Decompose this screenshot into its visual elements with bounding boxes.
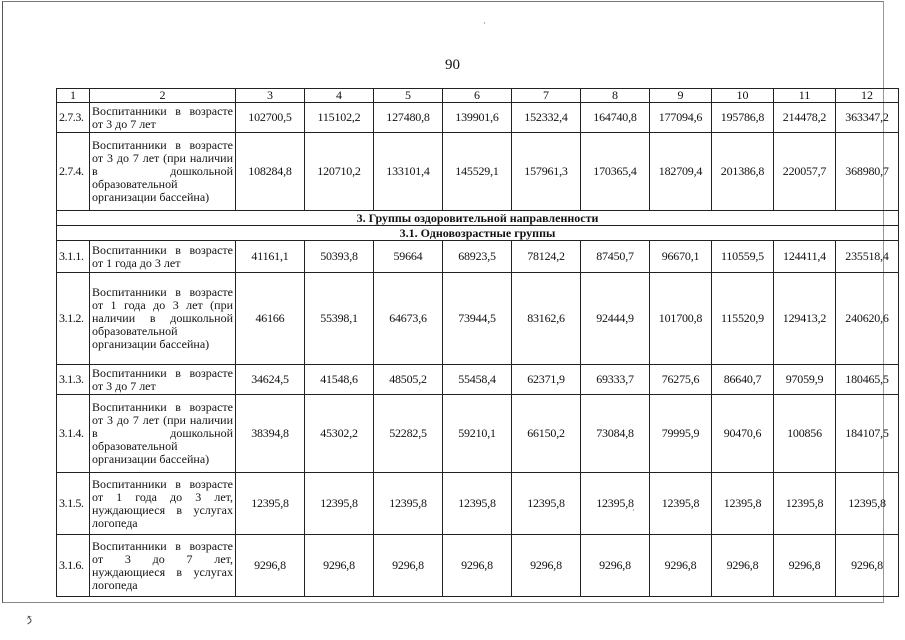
value-cell: 9296,8 bbox=[374, 535, 443, 597]
value-cell: 102700,5 bbox=[236, 103, 305, 133]
value-cell: 214478,2 bbox=[774, 103, 836, 133]
value-cell: 9296,8 bbox=[512, 535, 581, 597]
value-cell: 66150,2 bbox=[512, 395, 581, 473]
row-description: Воспитанники в возрасте от 1 года до 3 лет (при наличии в дошкольной образовательной организации бассейна) bbox=[90, 273, 236, 365]
value-cell: 177094,6 bbox=[650, 103, 712, 133]
value-cell: 45302,2 bbox=[305, 395, 374, 473]
value-cell: 108284,8 bbox=[236, 133, 305, 211]
section-row bbox=[57, 226, 899, 241]
value-cell: 62371,9 bbox=[512, 365, 581, 395]
value-cell: 46166 bbox=[236, 273, 305, 365]
header-cell: 3 bbox=[236, 89, 305, 103]
value-cell: 182709,4 bbox=[650, 133, 712, 211]
row-code: 3.1.4. bbox=[57, 395, 90, 473]
value-cell: 73084,8 bbox=[581, 395, 650, 473]
value-cell: 55398,1 bbox=[305, 273, 374, 365]
row-code: 2.7.4. bbox=[57, 133, 90, 211]
value-cell: 180465,5 bbox=[836, 365, 899, 395]
value-cell: 12395,8 bbox=[374, 473, 443, 535]
header-cell: 12 bbox=[836, 89, 899, 103]
value-cell: 170365,4 bbox=[581, 133, 650, 211]
row-code: 3.1.6. bbox=[57, 535, 90, 597]
row-description: Воспитанники в возрасте от 3 до 7 лет (при наличии в дошкольной образовательной организации бассейна) bbox=[90, 133, 236, 211]
table-row bbox=[57, 535, 899, 597]
value-cell: 164740,8 bbox=[581, 103, 650, 133]
value-cell: 68923,5 bbox=[443, 241, 512, 273]
value-cell: 78124,2 bbox=[512, 241, 581, 273]
header-row bbox=[57, 89, 899, 103]
value-cell: 34624,5 bbox=[236, 365, 305, 395]
value-cell: 9296,8 bbox=[836, 535, 899, 597]
value-cell: 52282,5 bbox=[374, 395, 443, 473]
value-cell: 90470,6 bbox=[712, 395, 774, 473]
value-cell: 96670,1 bbox=[650, 241, 712, 273]
header-cell: 9 bbox=[650, 89, 712, 103]
value-cell: 38394,8 bbox=[236, 395, 305, 473]
value-cell: 41161,1 bbox=[236, 241, 305, 273]
value-cell: 12395,8 bbox=[650, 473, 712, 535]
row-code: 3.1.3. bbox=[57, 365, 90, 395]
table-row bbox=[57, 133, 899, 211]
row-code: 3.1.2. bbox=[57, 273, 90, 365]
value-cell: 76275,6 bbox=[650, 365, 712, 395]
value-cell: 92444,9 bbox=[581, 273, 650, 365]
table-row bbox=[57, 103, 899, 133]
value-cell: 12395,8 bbox=[236, 473, 305, 535]
value-cell: 97059,9 bbox=[774, 365, 836, 395]
scan-dot: · bbox=[632, 505, 635, 515]
value-cell: 133101,4 bbox=[374, 133, 443, 211]
header-cell: 6 bbox=[443, 89, 512, 103]
row-description: Воспитанники в возрасте от 3 до 7 лет (при наличии в дошкольной образовательной организации бассейна) bbox=[90, 395, 236, 473]
value-cell: 110559,5 bbox=[712, 241, 774, 273]
header-cell: 11 bbox=[774, 89, 836, 103]
value-cell: 86640,7 bbox=[712, 365, 774, 395]
table-row bbox=[57, 473, 899, 535]
value-cell: 115102,2 bbox=[305, 103, 374, 133]
value-cell: 12395,8 bbox=[581, 473, 650, 535]
header-cell: 2 bbox=[90, 89, 236, 103]
table-row bbox=[57, 241, 899, 273]
value-cell: 100856 bbox=[774, 395, 836, 473]
row-description: Воспитанники в возрасте от 1 года до 3 лет bbox=[90, 241, 236, 273]
scan-dot: · bbox=[483, 18, 486, 28]
header-cell: 5 bbox=[374, 89, 443, 103]
value-cell: 9296,8 bbox=[650, 535, 712, 597]
value-cell: 129413,2 bbox=[774, 273, 836, 365]
header-cell: 4 bbox=[305, 89, 374, 103]
value-cell: 368980,7 bbox=[836, 133, 899, 211]
value-cell: 184107,5 bbox=[836, 395, 899, 473]
row-code: 2.7.3. bbox=[57, 103, 90, 133]
section-row bbox=[57, 211, 899, 226]
value-cell: 59664 bbox=[374, 241, 443, 273]
value-cell: 101700,8 bbox=[650, 273, 712, 365]
value-cell: 240620,6 bbox=[836, 273, 899, 365]
value-cell: 41548,6 bbox=[305, 365, 374, 395]
value-cell: 139901,6 bbox=[443, 103, 512, 133]
tariff-table bbox=[56, 88, 899, 597]
value-cell: 235518,4 bbox=[836, 241, 899, 273]
value-cell: 9296,8 bbox=[443, 535, 512, 597]
row-code: 3.1.5. bbox=[57, 473, 90, 535]
value-cell: 73944,5 bbox=[443, 273, 512, 365]
value-cell: 201386,8 bbox=[712, 133, 774, 211]
value-cell: 195786,8 bbox=[712, 103, 774, 133]
row-description: Воспитанники в возрасте от 3 до 7 лет bbox=[90, 103, 236, 133]
value-cell: 64673,6 bbox=[374, 273, 443, 365]
value-cell: 48505,2 bbox=[374, 365, 443, 395]
table-row bbox=[57, 273, 899, 365]
value-cell: 12395,8 bbox=[836, 473, 899, 535]
value-cell: 363347,2 bbox=[836, 103, 899, 133]
value-cell: 145529,1 bbox=[443, 133, 512, 211]
value-cell: 157961,3 bbox=[512, 133, 581, 211]
row-description: Воспитанники в возрасте от 1 года до 3 лет, нуждающиеся в услугах логопеда bbox=[90, 473, 236, 535]
header-cell: 1 bbox=[57, 89, 90, 103]
row-description: Воспитанники в возрасте от 3 до 7 лет, нуждающиеся в услугах логопеда bbox=[90, 535, 236, 597]
header-cell: 8 bbox=[581, 89, 650, 103]
section-heading: 3.1. Одновозрастные группы bbox=[57, 226, 899, 241]
value-cell: 115520,9 bbox=[712, 273, 774, 365]
value-cell: 152332,4 bbox=[512, 103, 581, 133]
value-cell: 9296,8 bbox=[581, 535, 650, 597]
value-cell: 127480,8 bbox=[374, 103, 443, 133]
value-cell: 83162,6 bbox=[512, 273, 581, 365]
page-number: 90 bbox=[445, 57, 460, 73]
value-cell: 12395,8 bbox=[774, 473, 836, 535]
header-cell: 10 bbox=[712, 89, 774, 103]
value-cell: 12395,8 bbox=[512, 473, 581, 535]
section-heading: 3. Группы оздоровительной направленности bbox=[57, 211, 899, 226]
table-row bbox=[57, 395, 899, 473]
header-cell: 7 bbox=[512, 89, 581, 103]
value-cell: 124411,4 bbox=[774, 241, 836, 273]
row-code: 3.1.1. bbox=[57, 241, 90, 273]
value-cell: 59210,1 bbox=[443, 395, 512, 473]
value-cell: 55458,4 bbox=[443, 365, 512, 395]
value-cell: 9296,8 bbox=[774, 535, 836, 597]
value-cell: 12395,8 bbox=[305, 473, 374, 535]
scan-mark: ⤴ bbox=[20, 610, 39, 631]
value-cell: 12395,8 bbox=[712, 473, 774, 535]
value-cell: 120710,2 bbox=[305, 133, 374, 211]
value-cell: 9296,8 bbox=[712, 535, 774, 597]
value-cell: 79995,9 bbox=[650, 395, 712, 473]
table-row bbox=[57, 365, 899, 395]
value-cell: 220057,7 bbox=[774, 133, 836, 211]
table-body bbox=[57, 89, 899, 597]
row-description: Воспитанники в возрасте от 3 до 7 лет bbox=[90, 365, 236, 395]
value-cell: 69333,7 bbox=[581, 365, 650, 395]
value-cell: 87450,7 bbox=[581, 241, 650, 273]
value-cell: 12395,8 bbox=[443, 473, 512, 535]
value-cell: 9296,8 bbox=[305, 535, 374, 597]
value-cell: 50393,8 bbox=[305, 241, 374, 273]
value-cell: 9296,8 bbox=[236, 535, 305, 597]
